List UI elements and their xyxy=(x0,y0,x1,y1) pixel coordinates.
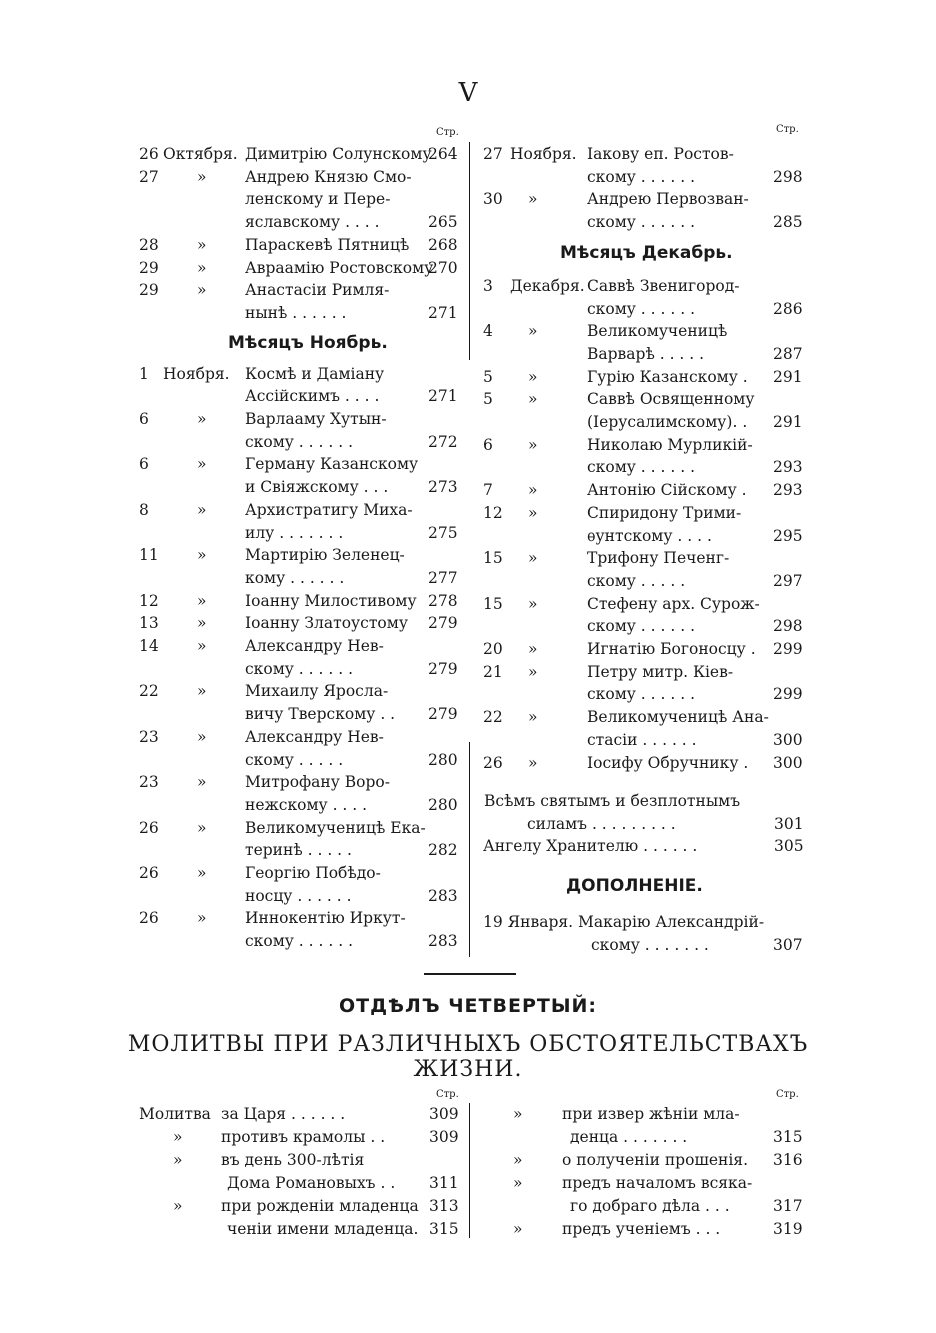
entry-title: Михаилу Яросла- xyxy=(245,682,389,701)
toc-entry xyxy=(0,411,803,433)
entry-day: 22 xyxy=(139,682,159,701)
entry-title: ѳунтскому . . . . xyxy=(587,526,712,545)
left-page-header: Стр. xyxy=(436,127,459,138)
prayer-entry xyxy=(0,1172,830,1194)
entry-title: Авраамію Ростовскому xyxy=(245,258,434,277)
entry-title: Гурію Казанскому . xyxy=(587,367,748,386)
entry-month: » xyxy=(528,753,538,772)
entry-month: » xyxy=(528,481,538,500)
entry-page: 291 xyxy=(773,413,803,431)
entry-page: 271 xyxy=(428,303,458,322)
entry-title: Варлааму Хутын- xyxy=(245,410,387,428)
toc-entry xyxy=(0,366,803,388)
prayer-label: » xyxy=(513,1220,523,1238)
toc-entry xyxy=(0,320,728,342)
entry-page: 265 xyxy=(428,213,458,232)
prayer-title: за Царя . . . . . . xyxy=(221,1105,346,1123)
entry-title: скому . . . . . . xyxy=(245,659,354,678)
entry-page: 279 xyxy=(428,614,458,633)
entry-title: скому . . . . . . xyxy=(587,458,696,477)
toc-entry xyxy=(0,166,803,188)
entry-page: 277 xyxy=(428,568,458,587)
toc-entry xyxy=(0,930,465,952)
guardian-angel-page: 305 xyxy=(774,837,804,855)
entry-title: Ассійскимъ . . . . xyxy=(245,387,380,406)
supplement-line1: 19 Января. Макарію Александрій- xyxy=(483,913,765,931)
entry-page: 297 xyxy=(773,571,803,590)
prayer-title: Дома Романовыхъ . . xyxy=(227,1174,396,1192)
entry-page: 271 xyxy=(428,387,458,406)
prayer-title: предъ началомъ всяка- xyxy=(562,1174,753,1192)
entry-title: носцу . . . . . . xyxy=(245,886,352,905)
entry-title: Космѣ и Даміану xyxy=(245,364,385,383)
prayer-title: денца . . . . . . . xyxy=(570,1128,688,1146)
entry-month: » xyxy=(197,167,207,186)
entry-month: » xyxy=(197,682,207,701)
entry-title: скому . . . . . xyxy=(587,571,686,590)
entry-page: 280 xyxy=(428,750,458,769)
supplement-text: скому . . . . . . . xyxy=(591,936,709,954)
page-number: V xyxy=(458,78,478,108)
prayer-label: » xyxy=(513,1105,523,1123)
toc-entry xyxy=(0,839,465,861)
entry-month: » xyxy=(197,614,207,633)
entry-page: 286 xyxy=(773,299,803,318)
entry-month: » xyxy=(197,410,207,428)
entry-month: » xyxy=(197,818,207,837)
entry-month: » xyxy=(528,640,538,658)
entry-page: 264 xyxy=(428,145,458,163)
toc-entry xyxy=(0,794,465,816)
prayer-label: » xyxy=(173,1151,183,1169)
entry-page: 272 xyxy=(428,432,458,451)
entry-day: 28 xyxy=(139,235,159,254)
entry-page: 298 xyxy=(773,167,803,186)
entry-title: Игнатію Богоносцу . xyxy=(587,640,756,658)
entry-month: » xyxy=(528,190,538,209)
entry-title: Саввѣ Звенигород- xyxy=(587,276,740,295)
entry-month: » xyxy=(197,864,207,882)
entry-day: 8 xyxy=(139,500,149,519)
entry-month: » xyxy=(197,727,207,746)
prayer-entry xyxy=(0,1149,830,1171)
prayer-page: 313 xyxy=(429,1197,459,1215)
entry-month: Ноября. xyxy=(510,145,577,163)
entry-title: скому . . . . . . xyxy=(245,432,354,451)
prayer-entry xyxy=(0,1218,830,1240)
prayer-title: ченіи имени младенца. xyxy=(227,1220,419,1238)
toc-entry xyxy=(0,729,803,751)
entry-month: » xyxy=(528,594,538,613)
entry-month: » xyxy=(528,549,538,568)
prayer-label: » xyxy=(173,1197,183,1215)
column-divider-upper xyxy=(469,142,470,360)
entry-page: 283 xyxy=(428,932,458,951)
entry-title: нежскому . . . . xyxy=(245,795,368,814)
entry-month: » xyxy=(197,455,207,474)
entry-month: » xyxy=(528,435,538,454)
entry-page: 285 xyxy=(773,213,803,232)
entry-day: 5 xyxy=(483,390,493,409)
toc-entry xyxy=(0,862,465,884)
entry-month: » xyxy=(197,909,207,928)
entry-title: Андрею Князю Смо- xyxy=(245,167,412,186)
entry-title: Георгію Побѣдо- xyxy=(245,864,381,882)
entry-month: » xyxy=(528,662,538,681)
prayer-page: 315 xyxy=(429,1220,459,1238)
entry-month: » xyxy=(528,708,538,727)
entry-title: вичу Тверскому . . xyxy=(245,705,396,724)
entry-title: ленскому и Пере- xyxy=(245,190,391,209)
entry-title: и Свіяжскому . . . xyxy=(245,478,389,497)
entry-day: 14 xyxy=(139,637,159,655)
entry-month: Декабря. xyxy=(510,276,585,295)
entry-title: Николаю Мурликій- xyxy=(587,435,753,454)
section4-title: ОТДѢЛЪ ЧЕТВЕРТЫЙ: xyxy=(338,995,598,1017)
toc-entry xyxy=(0,234,465,256)
entry-title: Трифону Печенг- xyxy=(587,549,730,568)
entry-page: 280 xyxy=(428,795,458,814)
entry-title: Александру Нев- xyxy=(245,727,384,746)
prayer-title: при рожденіи младенца xyxy=(221,1197,419,1215)
entry-title: яславскому . . . . xyxy=(245,213,380,232)
entry-day: 6 xyxy=(139,455,149,474)
month-heading: Мѣсяцъ Ноябрь. xyxy=(228,332,388,353)
right-page-header: Стр. xyxy=(776,124,799,135)
entry-title: илу . . . . . . . xyxy=(245,523,344,542)
guardian-angel-line xyxy=(483,835,813,857)
s4-right-page-header: Стр. xyxy=(776,1089,799,1100)
entry-day: 12 xyxy=(483,503,503,522)
entry-title: нынѣ . . . . . . xyxy=(245,303,347,322)
entry-day: 7 xyxy=(483,481,493,500)
entry-title: скому . . . . . . xyxy=(587,685,696,704)
entry-day: 23 xyxy=(139,773,159,792)
entry-title: Стефену арх. Сурож- xyxy=(587,594,760,613)
toc-entry xyxy=(0,502,742,524)
entry-page: 275 xyxy=(428,523,458,542)
prayer-page: 315 xyxy=(773,1128,803,1146)
column-divider-lower xyxy=(469,742,470,957)
entry-title: Варварѣ . . . . . xyxy=(587,344,705,363)
prayer-title: го добраго дѣла . . . xyxy=(570,1197,730,1215)
entry-title: Спиридону Трими- xyxy=(587,503,742,522)
entry-page: 298 xyxy=(773,617,803,636)
entry-page: 279 xyxy=(428,659,458,678)
section4-subtitle-line1: МОЛИТВЫ ПРИ РАЗЛИЧНЫХЪ ОБСТОЯТЕЛЬСТВАХЪ xyxy=(127,1032,809,1057)
prayer-page: 309 xyxy=(429,1128,459,1146)
toc-entry xyxy=(0,817,465,839)
entry-day: 27 xyxy=(483,145,503,163)
prayer-entry xyxy=(0,1126,830,1148)
entry-day: 26 xyxy=(483,753,503,772)
entry-day: 6 xyxy=(483,435,493,454)
prayer-page: 316 xyxy=(773,1151,803,1169)
section4-subtitle-line2: ЖИЗНИ. xyxy=(413,1057,523,1082)
entry-month: Октября. xyxy=(163,145,238,163)
entry-title: Іоанну Златоустому xyxy=(245,614,408,633)
entry-month: » xyxy=(197,500,207,519)
supplement-page: 307 xyxy=(773,936,803,954)
entry-day: 15 xyxy=(483,594,503,613)
prayer-title: о полученіи прошенія. xyxy=(562,1151,749,1169)
prayer-page: 319 xyxy=(773,1220,803,1238)
entry-page: 293 xyxy=(773,481,803,500)
entry-title: стасіи . . . . . . xyxy=(587,730,697,749)
prayer-label: » xyxy=(173,1128,183,1146)
entry-title: Иннокентію Иркут- xyxy=(245,909,406,928)
prayer-page: 311 xyxy=(429,1174,459,1192)
toc-entry xyxy=(0,683,803,705)
entry-title: Великомученицѣ Ека- xyxy=(245,818,426,837)
entry-day: 12 xyxy=(139,591,159,610)
entry-page: 293 xyxy=(773,458,803,477)
entry-page: 268 xyxy=(428,235,458,254)
entry-month: » xyxy=(197,281,207,300)
entry-title: теринѣ . . . . . xyxy=(245,841,352,860)
prayer-title: при извер жѣніи мла- xyxy=(562,1105,740,1123)
toc-entry xyxy=(0,547,730,569)
entry-month: » xyxy=(197,546,207,565)
prayer-title: противъ крамолы . . xyxy=(221,1128,386,1146)
entry-page: 300 xyxy=(773,753,803,772)
prayer-label: » xyxy=(513,1151,523,1169)
prayer-label: Молитва xyxy=(139,1105,211,1123)
entry-title: Іоанну Милостивому xyxy=(245,591,417,610)
entry-title: Митрофану Воро- xyxy=(245,773,390,792)
toc-entry xyxy=(0,188,749,210)
entry-day: 26 xyxy=(139,864,159,882)
entry-day: 29 xyxy=(139,281,159,300)
all-saints-line: Всѣмъ святымъ и безплотнымъ xyxy=(484,792,741,810)
entry-title: Анастасіи Римля- xyxy=(245,281,390,300)
entry-page: 287 xyxy=(773,344,803,363)
entry-title: Александру Нев- xyxy=(245,637,384,655)
entry-month: » xyxy=(197,591,207,610)
entry-month: Ноября. xyxy=(163,364,230,383)
toc-entry xyxy=(0,275,740,297)
entry-page: 295 xyxy=(773,526,803,545)
prayer-label: » xyxy=(513,1174,523,1192)
entry-title: скому . . . . . . xyxy=(587,167,696,186)
supplement-title: ДОПОЛНЕНІЕ. xyxy=(566,876,703,896)
entry-title: Параскевѣ Пятницѣ xyxy=(245,235,410,254)
prayer-page: 317 xyxy=(773,1197,803,1215)
entry-month: » xyxy=(197,637,207,655)
entry-day: 15 xyxy=(483,549,503,568)
entry-page: 291 xyxy=(773,367,803,386)
entry-month: » xyxy=(528,322,538,341)
entry-month: » xyxy=(528,390,538,409)
toc-entry xyxy=(0,771,465,793)
prayer-title: въ день 300-лѣтія xyxy=(221,1151,365,1169)
entry-title: скому . . . . . xyxy=(245,750,344,769)
entry-day: 11 xyxy=(139,546,159,565)
entry-title: Архистратигу Миха- xyxy=(245,500,413,519)
entry-month: » xyxy=(528,367,538,386)
entry-day: 22 xyxy=(483,708,503,727)
entry-page: 300 xyxy=(773,730,803,749)
all-saints-text: силамъ . . . . . . . . . xyxy=(527,815,676,833)
entry-month: » xyxy=(197,235,207,254)
entry-title: Димитрію Солунскому xyxy=(245,145,432,163)
entry-title: (Іерусалимскому). . xyxy=(587,413,748,431)
entry-page: 283 xyxy=(428,886,458,905)
entry-page: 270 xyxy=(428,258,458,277)
entry-day: 30 xyxy=(483,190,503,209)
prayer-entry xyxy=(0,1103,830,1125)
toc-entry xyxy=(0,456,803,478)
supplement-line2 xyxy=(591,934,821,956)
guardian-angel-text: Ангелу Хранителю . . . . . . xyxy=(483,837,698,855)
entry-page: 299 xyxy=(773,640,803,658)
entry-day: 26 xyxy=(139,145,159,163)
prayer-entry xyxy=(0,1195,830,1217)
entry-title: Антонію Сійскому . xyxy=(587,481,747,500)
s4-left-page-header: Стр. xyxy=(436,1089,459,1100)
entry-day: 21 xyxy=(483,662,503,681)
entry-title: Іосифу Обручнику . xyxy=(587,753,749,772)
toc-entry xyxy=(0,885,465,907)
section-rule xyxy=(424,973,516,975)
entry-day: 1 xyxy=(139,364,149,383)
entry-title: кому . . . . . . xyxy=(245,568,345,587)
entry-page: 278 xyxy=(428,591,458,610)
entry-day: 27 xyxy=(139,167,159,186)
entry-title: Великомученицѣ Ана- xyxy=(587,708,769,727)
entry-day: 5 xyxy=(483,367,493,386)
entry-title: скому . . . . . . xyxy=(587,213,696,232)
entry-month: » xyxy=(528,503,538,522)
entry-page: 282 xyxy=(428,841,458,860)
entry-day: 29 xyxy=(139,258,159,277)
entry-title: скому . . . . . . xyxy=(587,617,696,636)
entry-day: 23 xyxy=(139,727,159,746)
entry-day: 26 xyxy=(139,909,159,928)
prayer-page: 309 xyxy=(429,1105,459,1123)
entry-day: 20 xyxy=(483,640,503,658)
entry-day: 13 xyxy=(139,614,159,633)
entry-page: 279 xyxy=(428,705,458,724)
all-saints-page: 301 xyxy=(774,815,804,833)
all-saints-line2 xyxy=(527,813,807,835)
entry-page: 299 xyxy=(773,685,803,704)
toc-entry xyxy=(0,907,465,929)
toc-entry xyxy=(0,638,803,660)
entry-month: » xyxy=(197,773,207,792)
entry-title: Великомученицѣ xyxy=(587,322,728,341)
entry-title: Петру митр. Кіев- xyxy=(587,662,734,681)
toc-entry xyxy=(0,343,803,365)
entry-title: Саввѣ Освященному xyxy=(587,390,755,409)
entry-day: 6 xyxy=(139,410,149,428)
entry-day: 4 xyxy=(483,322,493,341)
entry-month: » xyxy=(197,258,207,277)
entry-title: Іакову еп. Ростов- xyxy=(587,145,734,163)
entry-title: Андрею Первозван- xyxy=(587,190,749,209)
entry-title: Герману Казанскому xyxy=(245,455,419,474)
entry-page: 273 xyxy=(428,478,458,497)
entry-day: 3 xyxy=(483,276,493,295)
entry-day: 26 xyxy=(139,818,159,837)
entry-title: скому . . . . . . xyxy=(587,299,696,318)
entry-title: скому . . . . . . xyxy=(245,932,354,951)
entry-title: Мартирію Зеленец- xyxy=(245,546,405,565)
month-heading: Мѣсяцъ Декабрь. xyxy=(560,242,733,263)
prayer-title: предъ ученіемъ . . . xyxy=(562,1220,721,1238)
